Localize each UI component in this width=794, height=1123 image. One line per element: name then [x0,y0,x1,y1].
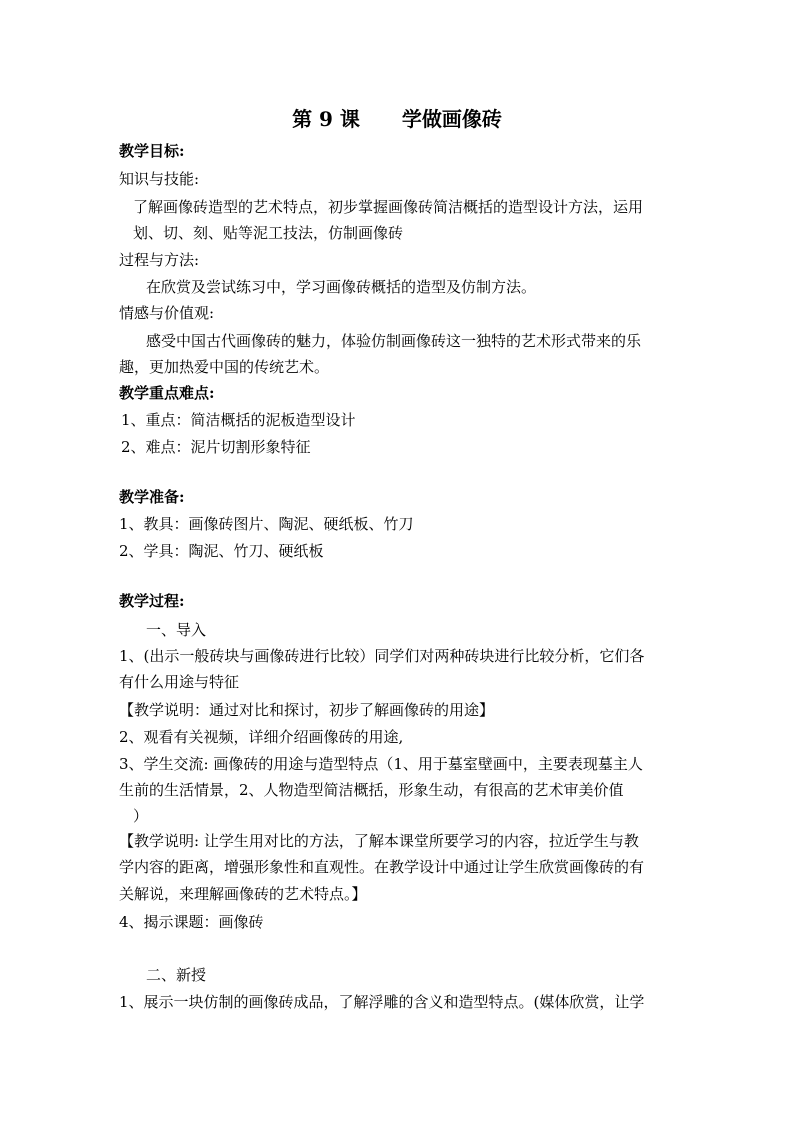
subheading-knowledge: 知识与技能: [119,170,200,188]
list-item: 1、重点：简洁概括的泥板造型设计 [121,411,356,429]
paragraph-line: 在欣赏及尝试练习中，学习画像砖概括的造型及仿制方法。 [146,278,537,296]
lesson-number: 第 9 课 [292,107,360,131]
subheading-process: 过程与方法: [119,251,200,269]
teaching-note: 【教学说明：通过对比和探讨，初步了解画像砖的用途】 [119,701,495,719]
lesson-name: 学做画像砖 [401,107,502,131]
heading-preparation: 教学准备: [119,488,185,506]
list-item: 1、教具：画像砖图片、陶泥、硬纸板、竹刀 [119,515,414,533]
teaching-note: 学内容的距离，增强形象性和直观性。在教学设计中通过让学生欣赏画像砖的有 [119,858,645,876]
teaching-note: 【教学说明: 让学生用对比的方法，了解本课堂所要学习的内容，拉近学生与教 [119,832,639,850]
teaching-note: 关解说，来理解画像砖的艺术特点。】 [119,885,367,903]
paragraph-line: 趣，更加热爱中国的传统艺术。 [119,358,330,376]
heading-key-points: 教学重点难点: [119,384,215,402]
paragraph-line: 有什么用途与特征 [119,673,240,691]
subheading-emotion: 情感与价值观: [119,304,215,322]
list-item: 2、难点：泥片切割形象特征 [121,438,311,456]
paragraph-line: 3、学生交流: 画像砖的用途与造型特点（1、用于墓室壁画中，主要表现墓主人 [119,755,643,773]
paragraph-line: 生前的生活情景，2、人物造型简洁概括，形象生动，有很高的艺术审美价值 [119,781,624,799]
page-title [0,106,794,132]
list-item: 2、学具：陶泥、竹刀、硬纸板 [119,542,324,560]
paragraph-line: 划、切、刻、贴等泥工技法，仿制画像砖 [133,224,404,242]
paragraph-line: 4、揭示课题：画像砖 [119,913,264,931]
paragraph-line: 感受中国古代画像砖的魅力，体验仿制画像砖这一独特的艺术形式带来的乐 [146,332,642,350]
paragraph-line: 1、展示一块仿制的画像砖成品，了解浮雕的含义和造型特点。(媒体欣赏，让学 [119,993,645,1011]
paragraph-line: 2、观看有关视频，详细介绍画像砖的用途, [119,728,404,746]
paragraph-line: 1、(出示一般砖块与画像砖进行比较）同学们对两种砖块进行比较分析，它们各 [119,647,645,665]
paragraph-line: ） [133,807,149,825]
paragraph-line: 了解画像砖造型的艺术特点，初步掌握画像砖简洁概括的造型设计方法，运用 [133,198,644,216]
heading-objectives: 教学目标: [119,142,185,160]
section-heading: 二、新授 [146,966,207,984]
section-heading: 一、导入 [146,621,207,639]
heading-process: 教学过程: [119,592,185,610]
